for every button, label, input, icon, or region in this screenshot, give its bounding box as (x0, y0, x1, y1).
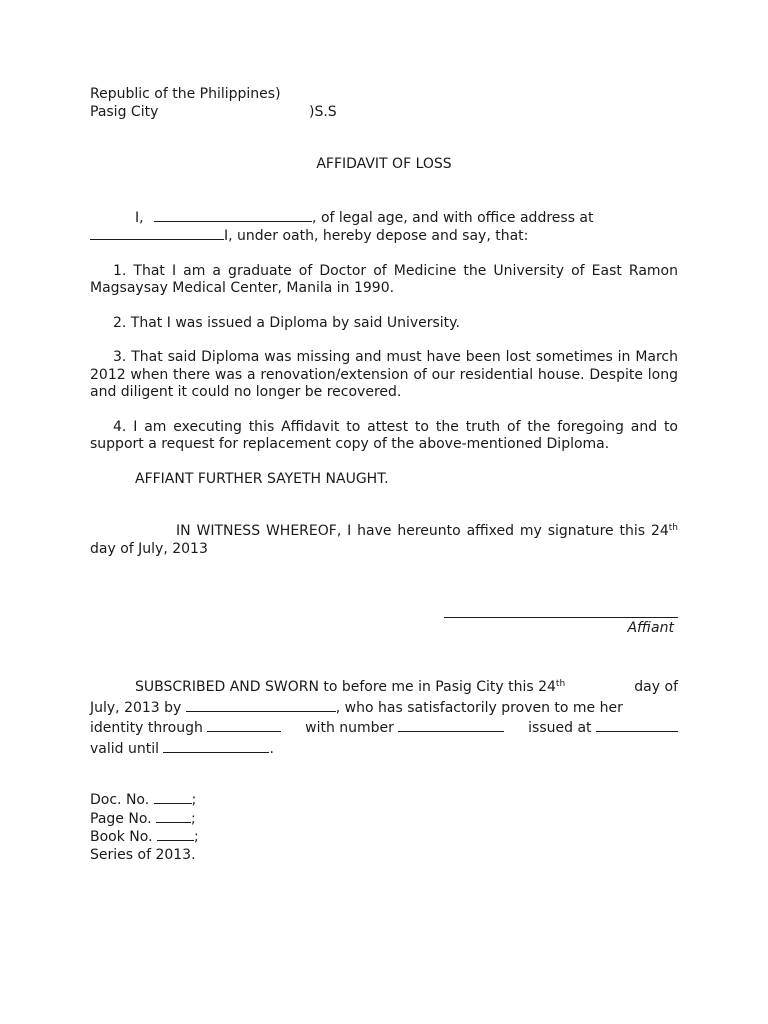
book-no-row (90, 828, 678, 847)
item-3: 3. That said Diploma was missing and must have been lost sometimes in March 2012 when there was a renovation/extension of our residential house. Despite long and diligent it could no longer be recovered. (90, 349, 678, 400)
id-type-blank (207, 719, 281, 732)
subscribed-f: with number (305, 720, 394, 736)
witness-rest: day of July, 2013 (90, 540, 208, 557)
subscribed-paragraph (90, 679, 678, 758)
issued-at-blank (596, 719, 678, 732)
caption-city: Pasig City (90, 103, 159, 120)
caption-city-row (90, 104, 678, 122)
subscribed-line-2 (90, 699, 678, 718)
subscribed-a-sup: th (555, 679, 566, 689)
caption-ss: )S.S (309, 103, 337, 120)
intro-line-1 (90, 209, 678, 228)
doc-no-semicolon: ; (191, 792, 197, 808)
page-no-row (90, 810, 678, 829)
intro-mid: , of legal age, and with office address at (312, 209, 594, 226)
doc-no-row (90, 791, 678, 810)
subscribed-e: identity through (90, 720, 203, 736)
valid-until-blank (163, 740, 269, 753)
intro-i: I, (135, 209, 144, 226)
series-row: Series of 2013. (90, 846, 196, 863)
signature-block (90, 558, 678, 646)
notary-block (90, 791, 678, 864)
book-no-semicolon: ; (194, 829, 199, 845)
page-no-semicolon: ; (191, 810, 196, 827)
item-2: 2. That I was issued a Diploma by said University. (113, 314, 460, 331)
subscribed-c: July, 2013 by (90, 699, 182, 716)
subscribed-g: issued at (528, 720, 592, 736)
page-no-label: Page No. (90, 810, 152, 827)
document-title: AFFIDAVIT OF LOSS (316, 156, 452, 172)
book-no-label: Book No. (90, 829, 153, 845)
witness-paragraph (90, 523, 678, 558)
affiant-name-blank (186, 699, 336, 712)
subscribed-i: . (269, 740, 274, 757)
witness-day: 24 (650, 523, 669, 539)
name-blank (154, 209, 312, 222)
affidavit-document (90, 86, 678, 864)
id-number-blank (398, 719, 504, 732)
subscribed-a: SUBSCRIBED AND SWORN to before me in Pasig City this 24 (135, 679, 556, 695)
signature-line (444, 617, 678, 618)
witness-text: IN WITNESS WHEREOF, I have hereunto affixed my signature this (176, 523, 646, 539)
subscribed-line-1 (90, 679, 678, 697)
office-address-blank (90, 227, 224, 240)
witness-day-sup: th (668, 523, 678, 533)
page-no-blank (156, 810, 191, 823)
subscribed-d: , who has satisfactorily proven to me her (335, 699, 623, 716)
item-4: 4. I am executing this Affidavit to attest to the truth of the foregoing and to support a request for replacement copy of the above-mentioned Diploma. (90, 418, 678, 452)
intro-line-2 (90, 227, 678, 246)
doc-no-label: Doc. No. (90, 792, 150, 808)
book-no-blank (157, 828, 194, 841)
subscribed-h: valid until (90, 740, 159, 757)
affiant-label: Affiant (627, 620, 674, 636)
doc-no-blank (154, 791, 192, 804)
subscribed-line-4 (90, 740, 678, 759)
caption-republic (90, 86, 678, 104)
intro-end: I, under oath, hereby depose and say, that: (224, 228, 529, 244)
caption-republic-text: Republic of the Philippines) (90, 86, 281, 102)
further-sayeth: AFFIANT FURTHER SAYETH NAUGHT. (135, 470, 389, 487)
subscribed-line-3 (90, 719, 678, 738)
subscribed-b: day of (634, 679, 678, 695)
item-1: 1. That I am a graduate of Doctor of Medicine the University of East Ramon Magsaysay Medical Center, Manila in 1990. (90, 262, 678, 296)
